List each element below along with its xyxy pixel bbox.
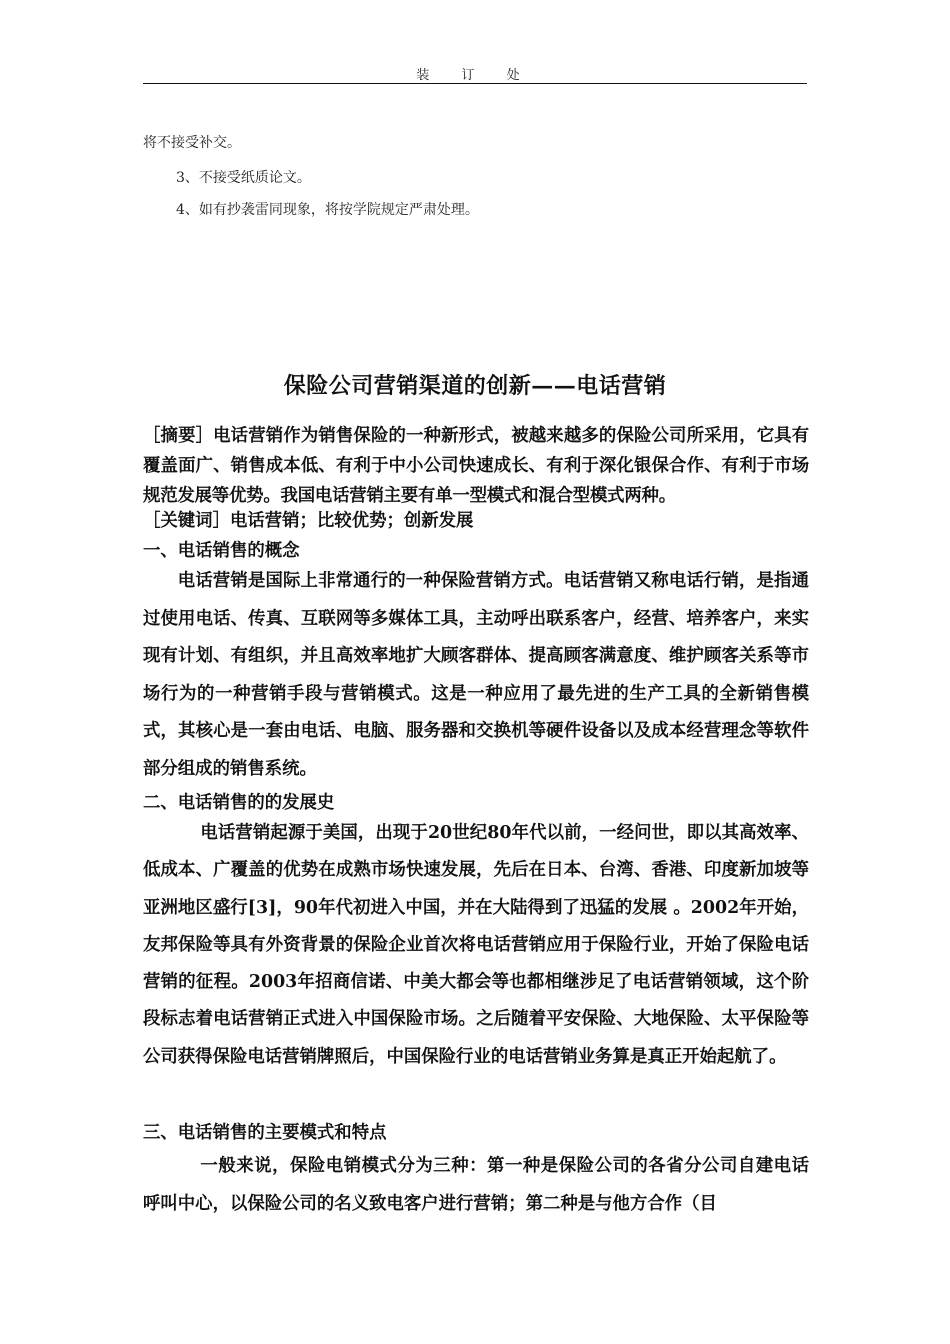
section-paragraph: 电话营销起源于美国，出现于20世纪80年代以前，一经问世，即以其高效率、低成本、广覆盖的优势在成熟市场快速发展，先后在日本、台湾、香港、印度新加坡等亚洲地区盛行[3]，90年代初进入中国，并在大陆得到了迅猛的发展 。2002年开始，友邦保险等具有外资背景的保险企业首次将电话营销应用于保险行业，开始了保险电话营销的征程。2003年招商信诺、中美大都会等也都相继涉足了电话营销领域，这个阶段标志着电话营销正式进入中国保险市场。之后随着平安保险、大地保险、太平保险等公司获得保险电话营销牌照后，中国保险行业的电话营销业务算是真正开始起航了。 xyxy=(143,823,809,1067)
keywords-line: ［关键词］电话营销；比较优势；创新发展 xyxy=(143,511,474,531)
notice-line: 4、如有抄袭雷同现象，将按学院规定严肃处理。 xyxy=(176,202,479,218)
section-heading: 二、电话销售的的发展史 xyxy=(143,793,335,813)
section-paragraph: 一般来说，保险电销模式分为三种：第一种是保险公司的各省分公司自建电话呼叫中心，以保险公司的名义致电客户进行营销；第二种是与他方合作（目 xyxy=(143,1156,809,1214)
notice-line: 3、不接受纸质论文。 xyxy=(176,170,311,186)
section-paragraph: 电话营销是国际上非常通行的一种保险营销方式。电话营销又称电话行销，是指通过使用电话、传真、互联网等多媒体工具，主动呼出联系客户，经营、培养客户，来实现有计划、有组织，并且高效率地扩大顾客群体、提高顾客满意度、维护顾客关系等市场行为的一种营销手段与营销模式。这是一种应用了最先进的生产工具的全新销售模式，其核心是一套由电话、电脑、服务器和交换机等硬件设备以及成本经营理念等软件部分组成的销售系统。 xyxy=(143,571,809,779)
section-heading: 一、电话销售的概念 xyxy=(143,541,300,561)
binding-margin-label: 装 订 处 xyxy=(416,68,534,83)
abstract-paragraph: ［摘要］电话营销作为销售保险的一种新形式，被越来越多的保险公司所采用，它具有覆盖面广、销售成本低、有利于中小公司快速成长、有利于深化银保合作、有利于市场规范发展等优势。我国电话营销主要有单一型模式和混合型模式两种。 xyxy=(143,426,809,506)
paper-title: 保险公司营销渠道的创新——电话营销 xyxy=(283,373,667,399)
notice-line: 将不接受补交。 xyxy=(143,135,241,151)
header-divider xyxy=(143,83,807,84)
section-heading: 三、电话销售的主要模式和特点 xyxy=(143,1123,387,1143)
